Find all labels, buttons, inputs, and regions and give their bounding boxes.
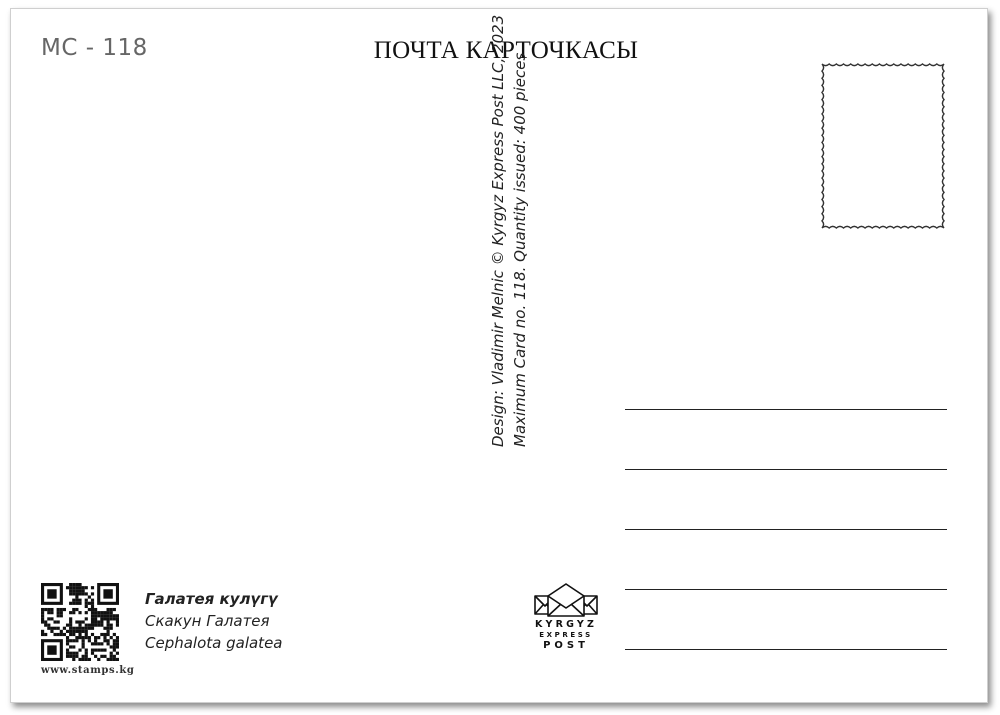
address-line-2 [625,469,947,470]
card-title: ПОЧТА КАРТОЧКАСЫ [373,37,639,64]
qr-code-icon [41,583,119,661]
credits-block [487,14,531,447]
credits-line-1: Design: Vladimir Melnic © Kyrgyz Express Post LLC, 2023 [489,14,507,447]
logo-text-kyrgyz: KYRGYZ [534,619,598,630]
stamp-placeholder-icon [818,60,948,232]
species-name-latin: Cephalota galatea [145,634,283,652]
website-link[interactable]: www.stamps.kg [41,665,135,676]
envelopes-logo-icon [533,582,599,618]
card-code: MC - 118 [41,35,148,61]
credits-line-2: Maximum Card no. 118. Quantity issued: 400 pieces [511,52,529,447]
address-line-4 [625,589,947,590]
species-name-russian: Скакун Галатея [145,612,270,630]
kyrgyz-express-post-logo [531,582,601,666]
address-line-3 [625,529,947,530]
species-names [145,588,282,654]
logo-text-post: POST [543,640,589,651]
address-line-5 [625,649,947,650]
species-name-kyrgyz: Галатея кулүгү [145,590,278,608]
postcard [10,8,988,703]
address-line-1 [625,409,947,410]
logo-text-express: EXPRESS [539,631,593,639]
